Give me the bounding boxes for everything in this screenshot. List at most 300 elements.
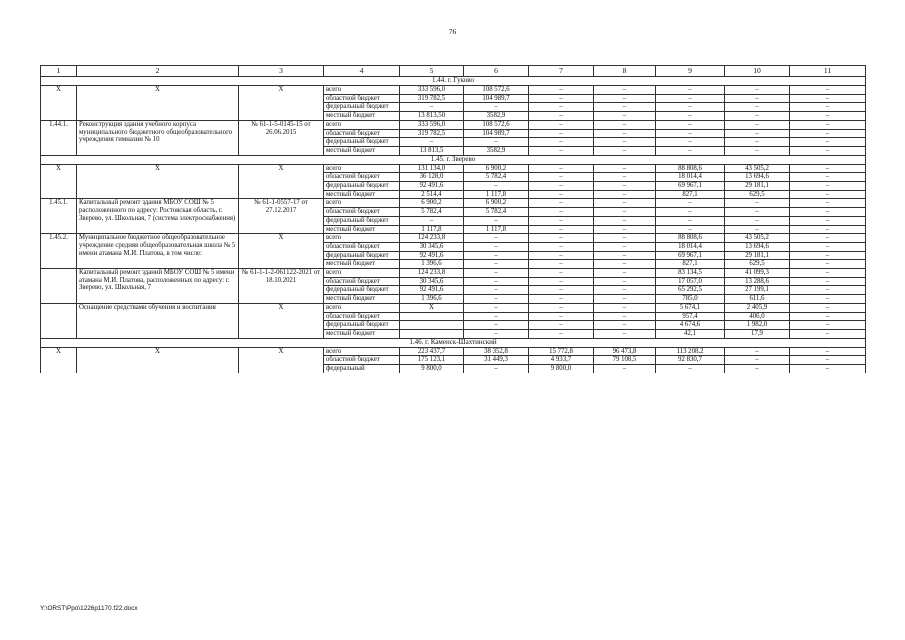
budget-label: всего [324,199,400,208]
object-name: Оснащение средствами обучения и воспитания [77,303,239,338]
value-cell: – [594,103,656,112]
value-cell: – [529,86,594,95]
value-cell: – [529,103,594,112]
value-cell: 104 989,7 [464,129,529,138]
value-cell: 13 694,6 [725,242,790,251]
value-cell: – [594,295,656,304]
value-cell: – [529,303,594,312]
value-cell: – [790,225,866,234]
value-cell: – [464,277,529,286]
value-cell: 92 830,7 [656,356,725,365]
value-cell: – [790,260,866,269]
value-cell: – [656,112,725,121]
value-cell: – [594,329,656,338]
value-cell: – [790,277,866,286]
value-cell: 30 345,6 [400,242,464,251]
budget-label: всего [324,86,400,95]
object-name: Капитальный ремонт зданий МБОУ СОШ № 5 имени атамана М.И. Платова, расположенных по адресу: г. Зверево, ул. Школьная, 7 [77,269,239,304]
object-name: Капитальный ремонт здания МБОУ СОШ № 5 расположенного по адресу: Ростовская область, г. Зверево, ул. Школьная, 7 (система электроснабжения) [77,199,239,234]
value-cell: – [529,94,594,103]
value-cell: 1 396,6 [400,295,464,304]
header-cell: 1 [41,66,77,77]
value-cell: – [464,251,529,260]
value-cell: – [656,129,725,138]
value-cell: 69 967,1 [656,182,725,191]
value-cell: 38 352,8 [464,347,529,356]
value-cell: – [594,173,656,182]
value-cell: – [464,242,529,251]
header-cell: 6 [464,66,529,77]
row-number [41,269,77,304]
value-cell: – [529,329,594,338]
value-cell: 5 782,4 [400,208,464,217]
value-cell: – [594,208,656,217]
value-cell: X [400,303,464,312]
value-cell: 629,5 [725,190,790,199]
budget-label: местный бюджет [324,190,400,199]
value-cell: 6 900,2 [400,199,464,208]
value-cell: – [464,269,529,278]
value-cell: – [529,190,594,199]
value-cell: – [790,94,866,103]
value-cell: – [656,225,725,234]
budget-label: всего [324,347,400,356]
value-cell: 5 782,4 [464,173,529,182]
value-cell: 611,6 [725,295,790,304]
value-cell: 17,9 [725,329,790,338]
value-cell: 5 674,1 [656,303,725,312]
value-cell [400,321,464,330]
budget-label: всего [324,164,400,173]
value-cell: – [656,120,725,129]
value-cell: 43 505,2 [725,234,790,243]
value-cell: – [790,129,866,138]
row-number: X [41,164,77,199]
value-cell: 319 782,5 [400,129,464,138]
value-cell: – [725,365,790,373]
budget-label: областной бюджет [324,208,400,217]
object-name: Муниципальное бюджетное общеобразовательное учреждение средняя общеобразовательная школа № 5 имени атамана М.И. Платова, в том числе: [77,234,239,269]
value-cell: – [725,225,790,234]
value-cell: – [594,365,656,373]
value-cell: 42,1 [656,329,725,338]
value-cell: 13 813,50 [400,112,464,121]
section-title-row [41,155,866,164]
budget-label: всего [324,269,400,278]
value-cell: – [594,120,656,129]
value-cell: – [529,234,594,243]
value-cell: – [529,129,594,138]
value-cell: – [529,321,594,330]
value-cell: – [594,216,656,225]
value-cell: – [594,234,656,243]
value-cell: – [464,312,529,321]
value-cell: – [594,251,656,260]
budget-label: федеральный бюджет [324,216,400,225]
value-cell: – [594,164,656,173]
value-cell: – [594,94,656,103]
value-cell: – [529,277,594,286]
value-cell: – [594,129,656,138]
value-cell: 27 199,1 [725,286,790,295]
value-cell: – [725,103,790,112]
value-cell: – [529,164,594,173]
table-row [41,347,866,356]
value-cell: – [529,208,594,217]
value-cell: 175 123,1 [400,356,464,365]
value-cell: 18 014,4 [656,242,725,251]
budget-label: всего [324,120,400,129]
value-cell: – [725,356,790,365]
value-cell: – [529,242,594,251]
value-cell [400,329,464,338]
value-cell: – [529,120,594,129]
value-cell: – [725,208,790,217]
value-cell: – [790,120,866,129]
budget-label: федеральный бюджет [324,286,400,295]
value-cell: – [790,138,866,147]
budget-label: местный бюджет [324,112,400,121]
value-cell: – [790,164,866,173]
budget-label: местный бюджет [324,225,400,234]
budget-label: всего [324,234,400,243]
value-cell: – [594,312,656,321]
value-cell: 13 813,5 [400,146,464,155]
value-cell: – [529,260,594,269]
value-cell: 69 967,1 [656,251,725,260]
row-number: X [41,347,77,373]
header-cell: 4 [324,66,400,77]
value-cell: 3582,9 [464,112,529,121]
value-cell: – [594,286,656,295]
value-cell: – [656,146,725,155]
value-cell: – [400,138,464,147]
value-cell: 5 782,4 [464,208,529,217]
value-cell: – [790,303,866,312]
value-cell: – [594,242,656,251]
section-title: 1.46. г. Каменск-Шахтинский [41,338,866,347]
value-cell: – [529,269,594,278]
value-cell: – [790,269,866,278]
value-cell: – [529,173,594,182]
value-cell: – [594,182,656,191]
value-cell: – [529,286,594,295]
value-cell: 3582,9 [464,146,529,155]
value-cell: – [594,86,656,95]
value-cell: – [594,225,656,234]
value-cell: – [594,138,656,147]
value-cell: 1 117,8 [464,225,529,234]
value-cell: – [464,295,529,304]
value-cell: 1 396,6 [400,260,464,269]
value-cell: – [790,365,866,373]
value-cell: – [594,146,656,155]
value-cell: 31 449,3 [464,356,529,365]
value-cell: 88 808,6 [656,234,725,243]
value-cell: 1 117,8 [464,190,529,199]
table-row [41,86,866,95]
table-row [41,269,866,278]
value-cell: 108 572,6 [464,86,529,95]
value-cell: 1 117,8 [400,225,464,234]
value-cell: 319 782,5 [400,94,464,103]
value-cell: 1 982,0 [725,321,790,330]
value-cell: 124 233,8 [400,234,464,243]
value-cell: – [529,312,594,321]
value-cell: – [790,103,866,112]
value-cell: 333 596,0 [400,120,464,129]
row-number: X [41,86,77,121]
budget-label: местный бюджет [324,329,400,338]
budget-label: областной бюджет [324,277,400,286]
row-number: 1.45.2. [41,234,77,269]
value-cell: – [464,182,529,191]
budget-label: местный бюджет [324,295,400,304]
object-name: Реконструкция здания учебного корпуса муниципального бюджетного общеобразовательного учреждения гимназии № 10 [77,120,239,155]
value-cell: – [529,146,594,155]
value-cell: – [464,286,529,295]
object-name: X [77,86,239,121]
header-cell: 2 [77,66,239,77]
value-cell: – [594,277,656,286]
value-cell: – [656,103,725,112]
value-cell: – [529,295,594,304]
value-cell: – [464,260,529,269]
value-cell: – [790,146,866,155]
value-cell: – [725,216,790,225]
value-cell: 131 134,0 [400,164,464,173]
section-title: 1.44. г. Гуково [41,77,866,86]
document-ref: № 61-1-5-0145-15 от 26.06.2015 [239,120,324,155]
header-cell: 5 [400,66,464,77]
document-ref: X [239,86,324,121]
value-cell: 17 057,0 [656,277,725,286]
budget-label: всего [324,303,400,312]
value-cell: – [656,94,725,103]
header-cell: 3 [239,66,324,77]
value-cell: – [790,251,866,260]
header-row [41,66,866,77]
header-cell: 10 [725,66,790,77]
value-cell: – [790,190,866,199]
value-cell: 827,1 [656,260,725,269]
row-number: 1.45.1. [41,199,77,234]
budget-label: областной бюджет [324,94,400,103]
value-cell: – [529,138,594,147]
budget-label: областной бюджет [324,173,400,182]
value-cell: – [790,216,866,225]
value-cell: – [725,138,790,147]
value-cell: – [790,86,866,95]
value-cell: – [725,112,790,121]
value-cell: – [790,286,866,295]
value-cell: – [464,303,529,312]
value-cell: 406,0 [725,312,790,321]
table-row [41,199,866,208]
value-cell: – [594,260,656,269]
value-cell: 957,4 [656,312,725,321]
value-cell: 827,1 [656,190,725,199]
value-cell: – [594,303,656,312]
document-ref: № 61-1-0557-17 от 27.12.2017 [239,199,324,234]
value-cell: – [790,182,866,191]
row-number [41,303,77,338]
document-ref: № 61-1-1-2-061122-2021 от 18.10.2021 [239,269,324,304]
row-number: 1.44.1. [41,120,77,155]
budget-label: федеральный бюджет [324,103,400,112]
budget-label: областной бюджет [324,312,400,321]
budget-label: областной бюджет [324,129,400,138]
budget-label: федеральный бюджет [324,251,400,260]
value-cell: – [725,94,790,103]
value-cell: – [790,234,866,243]
value-cell: – [464,321,529,330]
value-cell: 629,5 [725,260,790,269]
value-cell: 104 989,7 [464,94,529,103]
value-cell: 65 292,5 [656,286,725,295]
value-cell: 6 900,2 [464,164,529,173]
value-cell: 13 288,6 [725,277,790,286]
budget-label: областной бюджет [324,356,400,365]
value-cell: – [790,208,866,217]
budget-label: областной бюджет [324,242,400,251]
value-cell: – [656,365,725,373]
value-cell: – [790,242,866,251]
budget-label: местный бюджет [324,260,400,269]
value-cell: – [790,356,866,365]
value-cell: – [725,129,790,138]
value-cell: – [464,234,529,243]
section-title-row [41,338,866,347]
value-cell: 15 772,8 [529,347,594,356]
section-title-row [41,77,866,86]
value-cell: – [790,312,866,321]
value-cell: – [790,321,866,330]
value-cell: 36 128,0 [400,173,464,182]
value-cell: 785,0 [656,295,725,304]
value-cell: – [594,112,656,121]
value-cell: – [790,199,866,208]
value-cell: – [400,103,464,112]
value-cell: 2 514,4 [400,190,464,199]
value-cell: – [529,251,594,260]
value-cell: 2 405,9 [725,303,790,312]
value-cell: – [725,347,790,356]
value-cell: 124 233,8 [400,269,464,278]
value-cell [400,312,464,321]
budget-label: федеральный [324,365,400,373]
table-row [41,303,866,312]
value-cell: 18 014,4 [656,173,725,182]
value-cell: – [464,329,529,338]
value-cell: – [464,216,529,225]
value-cell: – [725,146,790,155]
value-cell: – [725,120,790,129]
value-cell: – [790,112,866,121]
section-title: 1.45. г. Зверево [41,155,866,164]
value-cell: – [464,138,529,147]
value-cell: 92 491,6 [400,182,464,191]
value-cell: – [529,199,594,208]
document-ref: X [239,164,324,199]
value-cell: – [594,199,656,208]
table-row [41,164,866,173]
object-name: X [77,164,239,199]
value-cell: – [656,138,725,147]
value-cell: 92 491,6 [400,251,464,260]
object-name: X [77,347,239,373]
value-cell: – [529,216,594,225]
value-cell: – [656,216,725,225]
value-cell: – [594,269,656,278]
value-cell: 83 134,5 [656,269,725,278]
value-cell: – [529,112,594,121]
value-cell: 41 099,3 [725,269,790,278]
value-cell: 223 437,7 [400,347,464,356]
value-cell: – [725,86,790,95]
value-cell: – [594,321,656,330]
table-row [41,120,866,129]
table-row [41,234,866,243]
value-cell: – [594,190,656,199]
value-cell: 9 800,0 [400,365,464,373]
value-cell: 113 208,2 [656,347,725,356]
value-cell: – [656,199,725,208]
value-cell: – [464,365,529,373]
page-number: 76 [448,27,457,36]
value-cell: – [656,86,725,95]
value-cell: – [725,199,790,208]
document-ref: X [239,303,324,338]
value-cell: – [790,347,866,356]
document-ref: X [239,234,324,269]
value-cell: 96 473,8 [594,347,656,356]
header-cell: 8 [594,66,656,77]
value-cell: 92 491,6 [400,286,464,295]
value-cell: 13 694,6 [725,173,790,182]
value-cell: 4 933,7 [529,356,594,365]
value-cell: 79 108,5 [594,356,656,365]
budget-label: федеральный бюджет [324,182,400,191]
value-cell: – [790,173,866,182]
value-cell: 29 181,1 [725,182,790,191]
document-ref: X [239,347,324,373]
value-cell: – [656,208,725,217]
value-cell: – [790,329,866,338]
budget-table [40,65,866,373]
value-cell: 108 572,6 [464,120,529,129]
value-cell: – [400,216,464,225]
value-cell: 4 674,6 [656,321,725,330]
value-cell: 43 505,2 [725,164,790,173]
value-cell: 88 808,6 [656,164,725,173]
value-cell: 6 900,2 [464,199,529,208]
value-cell: – [529,225,594,234]
header-cell: 9 [656,66,725,77]
value-cell: – [790,295,866,304]
budget-label: федеральный бюджет [324,138,400,147]
file-path-footer: Y:\ORST\Ppo\1226p1170.f22.docx [40,605,138,612]
value-cell: – [464,103,529,112]
value-cell: 30 345,6 [400,277,464,286]
value-cell: 9 800,0 [529,365,594,373]
header-cell: 7 [529,66,594,77]
budget-label: местный бюджет [324,146,400,155]
header-cell: 11 [790,66,866,77]
value-cell: – [529,182,594,191]
value-cell: 29 181,1 [725,251,790,260]
budget-label: федеральный бюджет [324,321,400,330]
